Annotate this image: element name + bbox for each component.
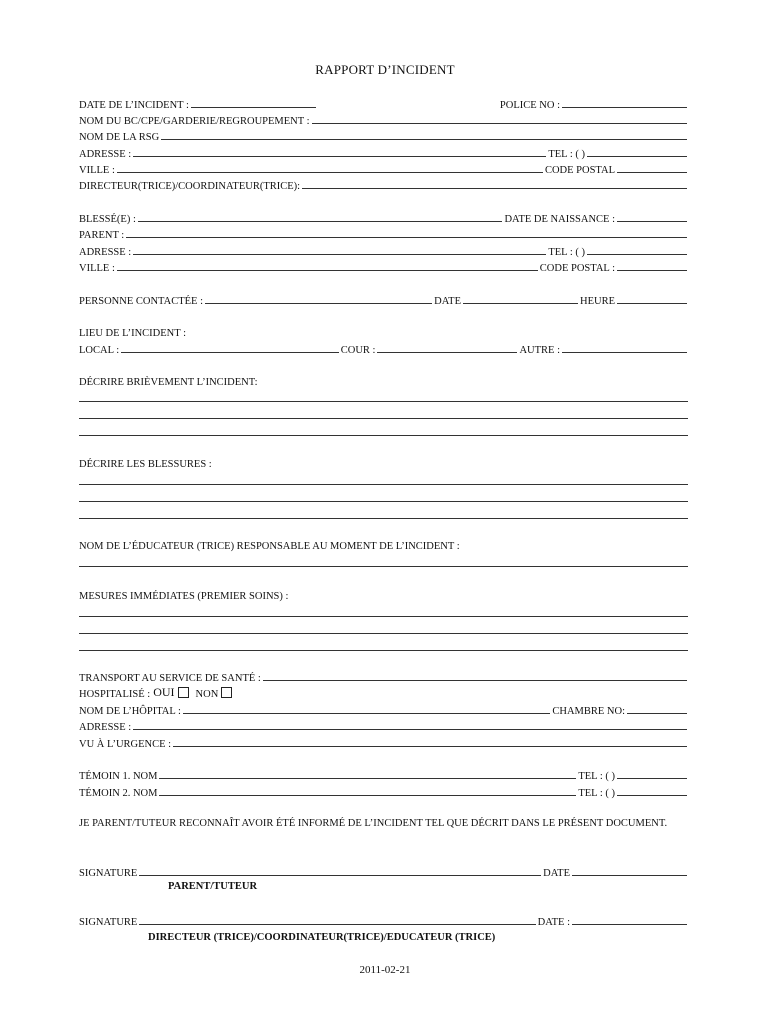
row-mesures — [79, 586, 689, 602]
row-educateur — [79, 536, 689, 552]
mesures-line-1[interactable] — [79, 616, 688, 617]
chambre-field[interactable] — [627, 713, 687, 714]
blesse-code-postal-field[interactable] — [617, 270, 687, 271]
transport-label: TRANSPORT AU SERVICE DE SANTÉ : — [79, 673, 261, 684]
row-blesse — [79, 209, 689, 225]
transport-field[interactable] — [263, 680, 687, 681]
temoin1-field[interactable] — [159, 778, 576, 779]
row-hopital — [79, 701, 689, 717]
row-ville-cp — [79, 160, 689, 176]
row-hopital-adresse — [79, 717, 689, 733]
row-lieu-heading — [79, 323, 689, 339]
row-adresse-tel — [79, 144, 689, 160]
adresse-field[interactable] — [133, 156, 546, 157]
row-signature-parent — [79, 863, 689, 879]
signature2-field[interactable] — [139, 924, 535, 925]
temoin1-tel-field[interactable] — [617, 778, 687, 779]
personne-label: PERSONNE CONTACTÉE : — [79, 296, 203, 307]
page-title: RAPPORT D’INCIDENT — [315, 62, 455, 77]
hopital-adresse-label: ADRESSE : — [79, 722, 132, 733]
educateur-label: NOM DE L’ÉDUCATEUR (TRICE) RESPONSABLE AU MOMENT DE L’INCIDENT : — [79, 541, 460, 552]
footer-date: 2011-02-21 — [359, 964, 411, 976]
temoin2-field[interactable] — [159, 795, 576, 796]
ville-label: VILLE : — [79, 165, 115, 176]
code-postal-field[interactable] — [617, 172, 687, 173]
signature1-date-label: DATE — [543, 868, 570, 879]
blesse-ville-label: VILLE : — [79, 263, 115, 274]
cour-field[interactable] — [377, 352, 517, 353]
row-date-police — [79, 95, 689, 111]
date-incident-field[interactable] — [191, 107, 316, 108]
temoin2-tel-label: TEL : ( ) — [578, 788, 615, 799]
heure-field[interactable] — [617, 303, 687, 304]
row-signature-directeur — [79, 912, 689, 928]
blesse-ville-field[interactable] — [117, 270, 538, 271]
adresse-label: ADRESSE : — [79, 149, 132, 160]
naissance-label: DATE DE NAISSANCE : — [504, 214, 615, 225]
directeur-label: DIRECTEUR(TRICE)/COORDINATEUR(TRICE): — [79, 181, 301, 192]
hopital-adresse-field[interactable] — [133, 729, 687, 730]
mesures-label: MESURES IMMÉDIATES (PREMIER SOINS) : — [79, 591, 289, 602]
row-personne-contactee — [79, 291, 689, 307]
parent-label: PARENT : — [79, 230, 125, 241]
cour-label: COUR : — [340, 345, 376, 356]
temoin2-tel-field[interactable] — [617, 795, 687, 796]
chambre-label: CHAMBRE NO: — [552, 706, 625, 717]
urgence-label: VU À L’URGENCE : — [79, 739, 172, 750]
non-checkbox[interactable] — [221, 687, 232, 698]
lieu-heading: LIEU DE L’INCIDENT : — [79, 328, 187, 339]
blessures-line-3[interactable] — [79, 518, 688, 519]
blesse-adresse-label: ADRESSE : — [79, 247, 132, 258]
incident-line-3[interactable] — [79, 435, 688, 436]
row-decrire-blessures — [79, 454, 689, 470]
signature1-date-field[interactable] — [572, 875, 687, 876]
row-decrire-incident — [79, 372, 689, 388]
row-temoin-2 — [79, 783, 689, 799]
autre-label: AUTRE : — [519, 345, 560, 356]
nom-rsg-field[interactable] — [161, 139, 687, 140]
educateur-line[interactable] — [79, 566, 688, 567]
signature2-date-label: DATE : — [537, 917, 570, 928]
hospitalise-label: HOSPITALISÉ : — [79, 689, 151, 700]
naissance-field[interactable] — [617, 221, 687, 222]
row-hospitalise — [79, 684, 689, 700]
date-incident-label: DATE DE L’INCIDENT : — [79, 100, 189, 111]
temoin1-label: TÉMOIN 1. NOM — [79, 771, 158, 782]
signature2-date-field[interactable] — [572, 924, 687, 925]
blesse-label: BLESSÉ(E) : — [79, 214, 136, 225]
blesse-tel-field[interactable] — [587, 254, 687, 255]
blessures-line-1[interactable] — [79, 484, 688, 485]
decrire-blessures-label: DÉCRIRE LES BLESSURES : — [79, 459, 212, 470]
nom-bc-label: NOM DU BC/CPE/GARDERIE/REGROUPEMENT : — [79, 116, 310, 127]
nom-rsg-label: NOM DE LA RSG — [79, 132, 160, 143]
blesse-adresse-field[interactable] — [133, 254, 546, 255]
oui-checkbox[interactable] — [178, 687, 189, 698]
row-blesse-adresse — [79, 242, 689, 258]
row-blesse-ville — [79, 258, 689, 274]
signature1-caption: PARENT/TUTEUR — [168, 881, 258, 892]
declaration-text: JE PARENT/TUTEUR RECONNAÎT AVOIR ÉTÉ INFORMÉ DE L’INCIDENT TEL QUE DÉCRIT DANS LE PRÉSENT DOCUMENT. — [79, 818, 668, 829]
signature2-label: SIGNATURE — [79, 917, 138, 928]
signature2-caption: DIRECTEUR (TRICE)/COORDINATEUR(TRICE)/EDUCATEUR (TRICE) — [148, 932, 496, 943]
row-nom-bc — [79, 111, 689, 127]
mesures-line-3[interactable] — [79, 650, 688, 651]
row-parent — [79, 225, 689, 241]
non-label: NON — [195, 689, 219, 700]
tel-label: TEL : ( ) — [548, 149, 585, 160]
tel-field[interactable] — [587, 156, 687, 157]
police-field[interactable] — [562, 107, 687, 108]
row-directeur — [79, 176, 689, 192]
personne-field[interactable] — [205, 303, 432, 304]
temoin2-label: TÉMOIN 2. NOM — [79, 788, 158, 799]
decrire-incident-label: DÉCRIRE BRIÈVEMENT L’INCIDENT: — [79, 377, 258, 388]
heure-label: HEURE — [580, 296, 615, 307]
local-field[interactable] — [121, 352, 339, 353]
row-nom-rsg — [79, 127, 689, 143]
contact-date-label: DATE — [434, 296, 461, 307]
signature1-field[interactable] — [139, 875, 541, 876]
urgence-field[interactable] — [173, 746, 687, 747]
contact-date-field[interactable] — [463, 303, 578, 304]
mesures-line-2[interactable] — [79, 633, 688, 634]
hopital-label: NOM DE L’HÔPITAL : — [79, 706, 181, 717]
police-label: POLICE NO : — [499, 100, 560, 111]
incident-line-2[interactable] — [79, 418, 688, 419]
row-transport — [79, 668, 689, 684]
blesse-tel-label: TEL : ( ) — [548, 247, 585, 258]
autre-field[interactable] — [562, 352, 687, 353]
nom-bc-field[interactable] — [312, 123, 687, 124]
oui-label: OUI — [153, 685, 175, 699]
blesse-field[interactable] — [138, 221, 503, 222]
blessures-line-2[interactable] — [79, 501, 688, 502]
directeur-field[interactable] — [302, 188, 687, 189]
row-urgence — [79, 734, 689, 750]
ville-field[interactable] — [117, 172, 543, 173]
row-lieu — [79, 340, 689, 356]
hopital-field[interactable] — [183, 713, 550, 714]
signature1-label: SIGNATURE — [79, 868, 138, 879]
temoin1-tel-label: TEL : ( ) — [578, 771, 615, 782]
row-temoin-1 — [79, 766, 689, 782]
code-postal-label: CODE POSTAL — [544, 165, 615, 176]
incident-line-1[interactable] — [79, 401, 688, 402]
local-label: LOCAL : — [79, 345, 120, 356]
blesse-code-postal-label: CODE POSTAL : — [539, 263, 615, 274]
parent-field[interactable] — [126, 237, 687, 238]
